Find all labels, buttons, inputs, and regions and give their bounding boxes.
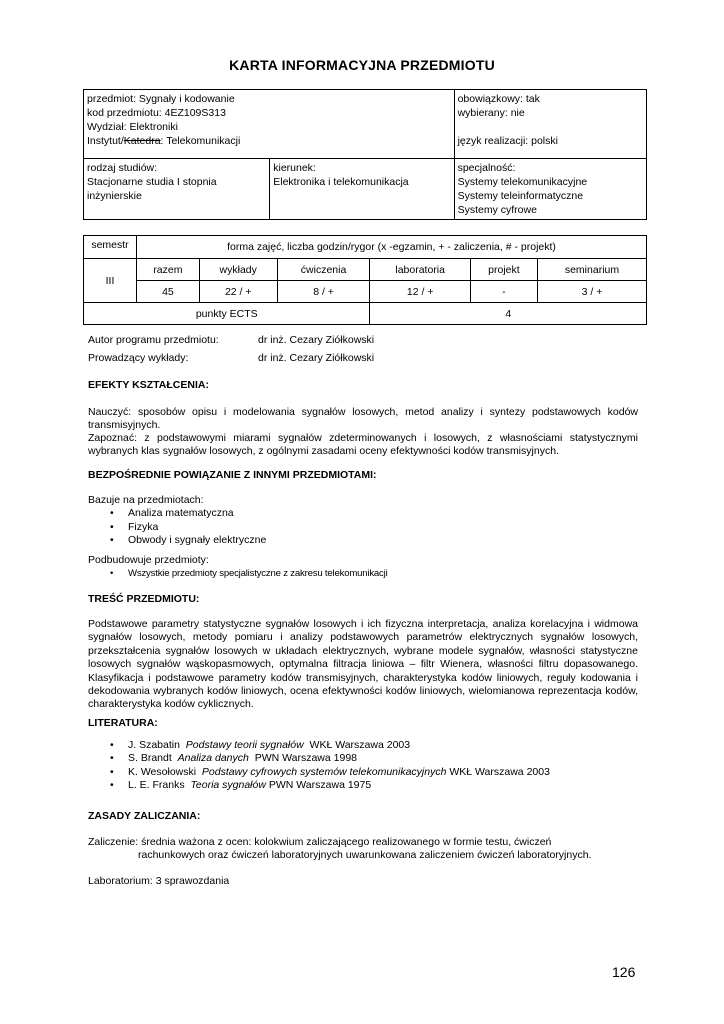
column-header: ćwiczenia: [277, 259, 370, 281]
page-number: 126: [612, 964, 636, 980]
list-item: [128, 739, 638, 752]
column-header: razem: [137, 259, 200, 281]
hours-value: 45: [137, 281, 200, 303]
lit-author: J. Szabatin: [128, 739, 180, 751]
instytut-line: [87, 134, 451, 148]
kierunek-label: kierunek:: [273, 162, 316, 174]
lit-title: Podstawy teorii sygnałów: [185, 739, 304, 751]
list-item: [128, 779, 638, 792]
list-item: • Wszystkie przedmioty specjalistyczne z zakresu telekomunikacji: [128, 567, 638, 580]
jezyk-line: język realizacji: polski: [457, 135, 558, 147]
autor-value: dr inż. Cezary Ziółkowski: [258, 334, 375, 346]
prowadzacy-value: dr inż. Cezary Ziółkowski: [258, 352, 375, 364]
kod-line: kod przedmiotu: 4EZ109S313: [87, 107, 226, 119]
hours-value: 12 / +: [370, 281, 470, 303]
column-header: laboratoria: [370, 259, 470, 281]
kierunek-value: Elektronika i telekomunikacja: [273, 176, 409, 188]
kierunek-cell: [270, 159, 454, 220]
bazuje-list: [88, 507, 638, 547]
course-info-table: [83, 89, 647, 220]
rodzaj-value: Stacjonarne studia I stopnia inżynierskie: [87, 176, 217, 202]
przedmiot-line: przedmiot: Sygnały i kodowanie: [87, 93, 235, 105]
lit-title: Analiza danych: [177, 752, 249, 765]
list-item: • Analiza matematyczna: [128, 507, 638, 520]
list-item: [128, 766, 638, 779]
specjalnosc-item: Systemy telekomunikacyjne: [457, 176, 588, 188]
rodzaj-cell: [84, 159, 270, 220]
autor-row: [88, 334, 638, 347]
efekty-paragraph-1: Nauczyć: sposobów opisu i modelowania sygnałów losowych, metod analizy i syntezy podstawowych kodów transmisyjnych.: [88, 406, 638, 432]
page-title: KARTA INFORMACYJNA PRZEDMIOTU: [229, 57, 495, 73]
list-item: [128, 752, 638, 765]
literatura-list: [88, 739, 638, 793]
lit-author: K. Wesołowski: [128, 765, 197, 778]
hours-table: [83, 235, 647, 325]
laboratorium-line: Laboratorium: 3 sprawozdania: [88, 875, 230, 887]
instytut-struck-text: Katedra: [123, 135, 161, 147]
specjalnosc-item: Systemy cyfrowe: [457, 204, 537, 216]
prowadzacy-label: Prowadzący wykłady:: [88, 352, 189, 364]
autor-label: Autor programu przedmiotu:: [88, 334, 219, 346]
podbudowuje-list: [88, 567, 638, 580]
prowadzacy-row: [88, 352, 638, 365]
bazuje-label: Bazuje na przedmiotach:: [88, 494, 204, 506]
hours-value: -: [470, 281, 537, 303]
tresc-heading: TREŚĆ PRZEDMIOTU:: [88, 593, 200, 605]
lit-title: Teoria sygnałów: [190, 779, 266, 792]
instytut-prefix: Instytut/: [87, 135, 124, 147]
hours-value: 3 / +: [537, 281, 646, 303]
course-identity-cell: [84, 90, 455, 159]
semestr-value: III: [84, 259, 137, 303]
lit-title: Podstawy cyfrowych systemów telekomunikacyjnych: [201, 765, 447, 778]
course-status-cell: [454, 90, 646, 159]
wydzial-line: Wydział: Elektroniki: [87, 121, 178, 133]
ects-value: 4: [370, 303, 647, 325]
literatura-section: [88, 739, 638, 793]
zaliczenie-line-1: Zaliczenie: średnia ważona z ocen: kolokwium zaliczającego realizowanego w formie testu, ćwiczeń: [88, 836, 552, 848]
lit-publisher: PWN Warszawa 1998: [254, 752, 357, 765]
lit-author: L. E. Franks: [128, 779, 185, 792]
zaliczenie-line-2: rachunkowych oraz ćwiczeń laboratoryjnych uwarunkowana zaliczeniem ćwiczeń laboratoryjnych.: [138, 849, 592, 861]
podbudowuje-label: Podbudowuje przedmioty:: [88, 554, 209, 566]
column-header: wykłady: [199, 259, 277, 281]
semestr-header: semestr: [84, 236, 137, 259]
specjalnosc-cell: [454, 159, 646, 220]
column-header: projekt: [470, 259, 537, 281]
rodzaj-label: rodzaj studiów:: [87, 162, 158, 174]
ects-label: punkty ECTS: [84, 303, 370, 325]
zasady-heading: ZASADY ZALICZANIA:: [88, 810, 201, 822]
powiazania-heading: BEZPOŚREDNIE POWIĄZANIE Z INNYMI PRZEDMIOTAMI:: [88, 469, 377, 481]
instytut-suffix: : Telekomunikacji: [160, 135, 241, 147]
lit-publisher: WKŁ Warszawa 2003: [449, 765, 550, 778]
lit-author: S. Brandt: [128, 752, 172, 765]
bazuje-section: [88, 494, 638, 548]
hours-value: 8 / +: [277, 281, 370, 303]
list-item: • Obwody i sygnały elektryczne: [128, 534, 638, 547]
lit-publisher: PWN Warszawa 1975: [268, 779, 372, 792]
efekty-heading: EFEKTY KSZTAŁCENIA:: [88, 379, 209, 391]
list-item: • Fizyka: [128, 521, 638, 534]
hours-value: 22 / +: [199, 281, 277, 303]
podbudowuje-section: [88, 554, 638, 581]
lit-publisher: WKŁ Warszawa 2003: [309, 739, 411, 751]
forma-header: forma zajęć, liczba godzin/rygor (x -egzamin, + - zaliczenia, # - projekt): [137, 236, 647, 259]
tresc-paragraph: Podstawowe parametry statystyczne sygnałów losowych i ich fizyczna interpretacja, analiza korelacyjna i widmowa sygnałów losowych, metody pomiaru i analizy podstawowych parametrów elektrycznych sygnałów losowych, przekształcenia sygnałów losowych w układach elektrycznych, wybrane modele sygnałów, własności statystyczne losowych sygnałów wąskopasmowych, optymalna filtracja liniowa – filtr Wienera, własności filtru dopasowanego. Klasyfikacja i podstawowe parametry kodów transmisyjnych, charakterystyka kodów liniowych, reguły kodowania i dekodowania wybranych kodów liniowych, ocena efektywności kodów liniowych, wielomianowa reprezentacja kodów, charakterystyka kodów cyklicznych.: [88, 618, 638, 711]
literatura-heading: LITERATURA:: [88, 717, 158, 729]
specjalnosc-item: Systemy teleinformatyczne: [457, 190, 584, 202]
specjalnosc-label: specjalność:: [457, 162, 516, 174]
efekty-paragraph-2: Zapoznać: z podstawowymi miarami sygnałów zdeterminowanych i losowych, z własnościami statystycznymi wybranych klas sygnałów losowych, z ogólnymi zasadami oceny efektywności kodów transmisyjnych.: [88, 432, 638, 458]
column-header: seminarium: [537, 259, 646, 281]
wybierany-line: wybierany: nie: [457, 107, 525, 119]
obowiazkowy-line: obowiązkowy: tak: [457, 93, 540, 105]
